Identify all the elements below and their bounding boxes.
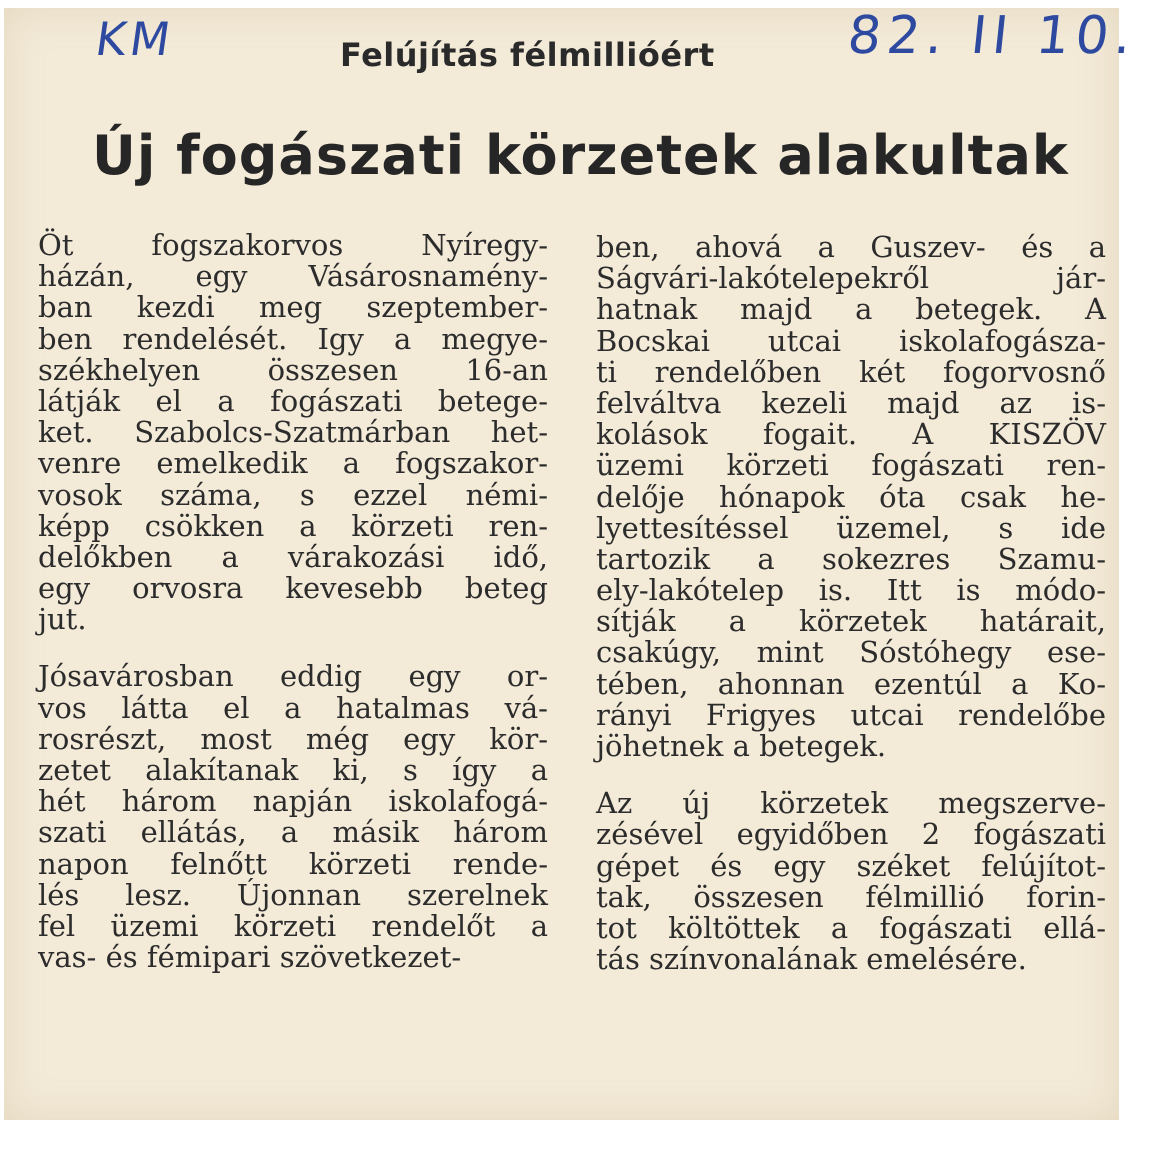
right-paragraph-2 <box>596 788 1106 975</box>
text-line: ben rendelését. Igy a megye- <box>38 321 548 356</box>
text-line: tartozik a sokezres Szamu- <box>596 541 1106 576</box>
text-line: hét három napján iskolafogá- <box>38 784 548 819</box>
text-line: jöhetnek a betegek. <box>596 729 887 763</box>
text-line: hatnak majd a betegek. A <box>596 292 1106 327</box>
text-line: lyettesítéssel üzemel, s ide <box>596 510 1106 545</box>
text-line: vos látta el a hatalmas vá- <box>38 690 548 725</box>
text-line: vosok száma, s ezzel némi- <box>38 477 548 512</box>
text-line: venre emelkedik a fogszakor- <box>38 446 548 481</box>
left-column <box>38 230 548 973</box>
handwritten-date: 82. II 10. <box>844 6 1141 66</box>
right-paragraph-1 <box>596 232 1106 762</box>
text-line: rányi Frigyes utcai rendelőbe <box>596 697 1106 732</box>
text-line: gépet és egy széket felújítot- <box>596 848 1106 883</box>
text-line: ket. Szabolcs-Szatmárban het- <box>38 415 548 450</box>
text-line: Bocskai utcai iskolafogásza- <box>596 323 1106 358</box>
text-line: székhelyen összesen 16-an <box>38 352 548 387</box>
text-line: tak, összesen félmillió forin- <box>596 879 1106 914</box>
text-line: kolások fogait. A KISZÖV <box>596 417 1106 452</box>
text-line: fel üzemi körzeti rendelőt a <box>38 908 548 943</box>
text-line: szati ellátás, a másik három <box>38 815 548 850</box>
handwritten-initials: KM <box>92 12 178 66</box>
left-paragraph-2 <box>38 661 548 973</box>
article-kicker: Felújítás félmillióért <box>340 36 715 74</box>
text-line: Ságvári-lakótelepekről jár- <box>596 261 1106 296</box>
text-line: lés lesz. Újonnan szerelnek <box>38 877 548 912</box>
text-line: napon felnőtt körzeti rende- <box>38 846 548 881</box>
text-line: tében, ahonnan ezentúl a Ko- <box>596 666 1106 701</box>
text-line: ely-lakótelep is. Itt is módo- <box>596 573 1106 608</box>
text-line: delőkben a várakozási idő, <box>38 539 548 574</box>
text-line: zetet alakítanak ki, s így a <box>38 753 548 787</box>
text-line: Öt fogszakorvos Nyíregy- <box>38 228 548 262</box>
left-paragraph-1 <box>38 230 548 635</box>
text-line: üzemi körzeti fogászati ren- <box>596 448 1106 483</box>
text-line: ti rendelőben két fogorvosnő <box>596 354 1106 389</box>
text-line: egy orvosra kevesebb beteg <box>38 571 548 606</box>
text-line: delője hónapok óta csak he- <box>596 479 1106 514</box>
text-line: sítják a körzetek határait, <box>596 604 1106 639</box>
text-line: Jósavárosban eddig egy or- <box>38 659 548 694</box>
text-line: látják el a fogászati betege- <box>38 383 548 418</box>
text-line: rosrészt, most még egy kör- <box>38 721 548 756</box>
text-line: képp csökken a körzeti ren- <box>38 508 548 543</box>
text-line: zésével egyidőben 2 fogászati <box>596 817 1106 852</box>
text-line: tot költöttek a fogászati ellá- <box>596 910 1106 945</box>
text-line: ben, ahová a Guszev- és a <box>596 230 1106 264</box>
text-line: ban kezdi meg szeptember- <box>38 290 548 325</box>
text-line: jut. <box>38 602 87 637</box>
text-line: Az új körzetek megszerve- <box>596 786 1106 821</box>
text-line: felváltva kezeli majd az is- <box>596 385 1106 420</box>
text-line: tás színvonalának emelésére. <box>596 942 1027 977</box>
text-line: csakúgy, mint Sóstóhegy ese- <box>596 635 1106 670</box>
text-line: vas- és fémipari szövetkezet- <box>38 940 462 975</box>
text-line: házán, egy Vásárosnamény- <box>38 259 548 294</box>
article-headline: Új fogászati körzetek alakultak <box>92 124 1069 187</box>
right-column <box>596 232 1106 975</box>
